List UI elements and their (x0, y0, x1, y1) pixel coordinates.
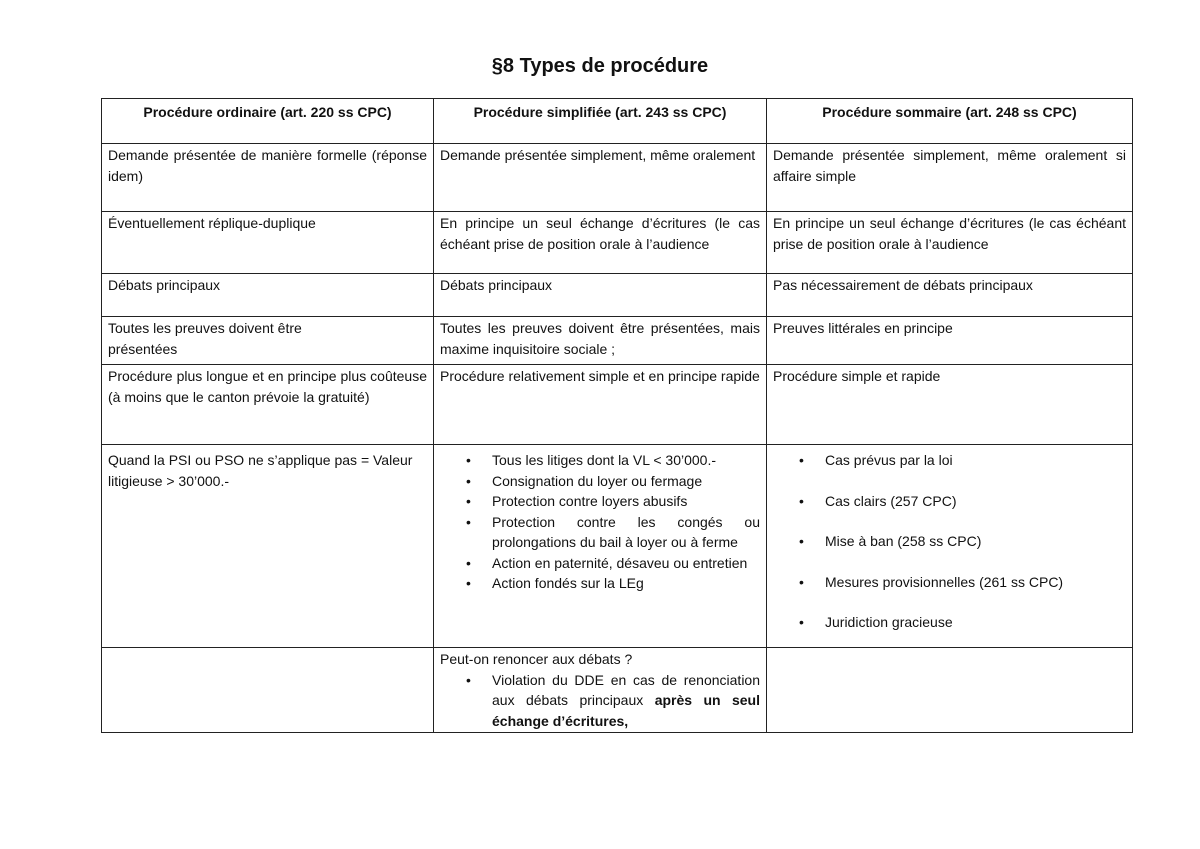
question-text: Peut-on renoncer aux débats ? (440, 651, 633, 667)
table-row (102, 365, 1133, 445)
table-row (102, 445, 1133, 648)
table-cell (102, 317, 434, 365)
list-item: • Protection contre loyers abusifs (492, 491, 760, 512)
list-item: • Cas prévus par la loi (825, 450, 1126, 471)
table-cell: Procédure relativement simple et en principe rapide (434, 365, 767, 445)
table-cell: Procédure simple et rapide (767, 365, 1133, 445)
table-cell: Demande présentée de manière formelle (réponse idem) (102, 144, 434, 212)
header-ordinaire: Procédure ordinaire (art. 220 ss CPC) (102, 99, 434, 144)
table-row (102, 212, 1133, 274)
table-cell: Toutes les preuves doivent être présentées, mais maxime inquisitoire sociale ; (434, 317, 767, 365)
table-row (102, 144, 1133, 212)
table-cell: Éventuellement réplique-duplique (102, 212, 434, 274)
list-item: • Mesures provisionnelles (261 ss CPC) (825, 572, 1126, 593)
cell-content (440, 649, 760, 731)
table-cell: Demande présentée simplement, même oralement (434, 144, 767, 212)
bullet-list-simplifiee (440, 450, 760, 594)
item-text-bold: après un seul échange d’écritures, (492, 692, 760, 729)
procedure-table (101, 98, 1133, 733)
table-row (102, 648, 1133, 733)
list-item: • Cas clairs (257 CPC) (825, 491, 1126, 512)
table-row (102, 274, 1133, 317)
page-title: §8 Types de procédure (491, 55, 709, 77)
list-item: • Mise à ban (258 ss CPC) (825, 531, 1126, 552)
list-item: • Tous les litiges dont la VL < 30’000.- (492, 450, 760, 471)
list-item: • Action en paternité, désaveu ou entretien (492, 553, 760, 574)
item-text: Violation du DDE en cas de renonciation aux débats principaux (492, 671, 760, 708)
header-sommaire: Procédure sommaire (art. 248 ss CPC) (767, 99, 1133, 144)
table-cell (434, 445, 767, 648)
table-cell: Procédure plus longue et en principe plus coûteuse (à moins que le canton prévoie la gratuité) (102, 365, 434, 445)
table-cell: En principe un seul échange d’écritures (le cas échéant prise de position orale à l’audience (767, 212, 1133, 274)
table-cell: Pas nécessairement de débats principaux (767, 274, 1133, 317)
table-cell: Quand la PSI ou PSO ne s’applique pas = Valeur litigieuse > 30’000.- (102, 445, 434, 648)
table-cell: Débats principaux (102, 274, 434, 317)
table-cell: Preuves littérales en principe (767, 317, 1133, 365)
table-cell (434, 648, 767, 733)
table-cell (102, 648, 434, 733)
cell-text: Toutes les preuves doivent être présentées (108, 320, 302, 357)
table-cell: En principe un seul échange d’écritures (le cas échéant prise de position orale à l’audience (434, 212, 767, 274)
list-item: • Protection contre les congés ou prolongations du bail à loyer ou à ferme (492, 512, 760, 553)
bullet-list-sommaire (773, 450, 1126, 633)
table-cell: Débats principaux (434, 274, 767, 317)
table-row (102, 317, 1133, 365)
table-cell: Demande présentée simplement, même oralement si affaire simple (767, 144, 1133, 212)
table-header-row (102, 99, 1133, 144)
header-simplifiee: Procédure simplifiée (art. 243 ss CPC) (434, 99, 767, 144)
list-item (492, 670, 760, 732)
table-cell (767, 648, 1133, 733)
table-cell (767, 445, 1133, 648)
list-item: • Consignation du loyer ou fermage (492, 471, 760, 492)
bullet-list-debats (440, 670, 760, 732)
list-item: • Action fondés sur la LEg (492, 573, 760, 594)
list-item: • Juridiction gracieuse (825, 612, 1126, 633)
